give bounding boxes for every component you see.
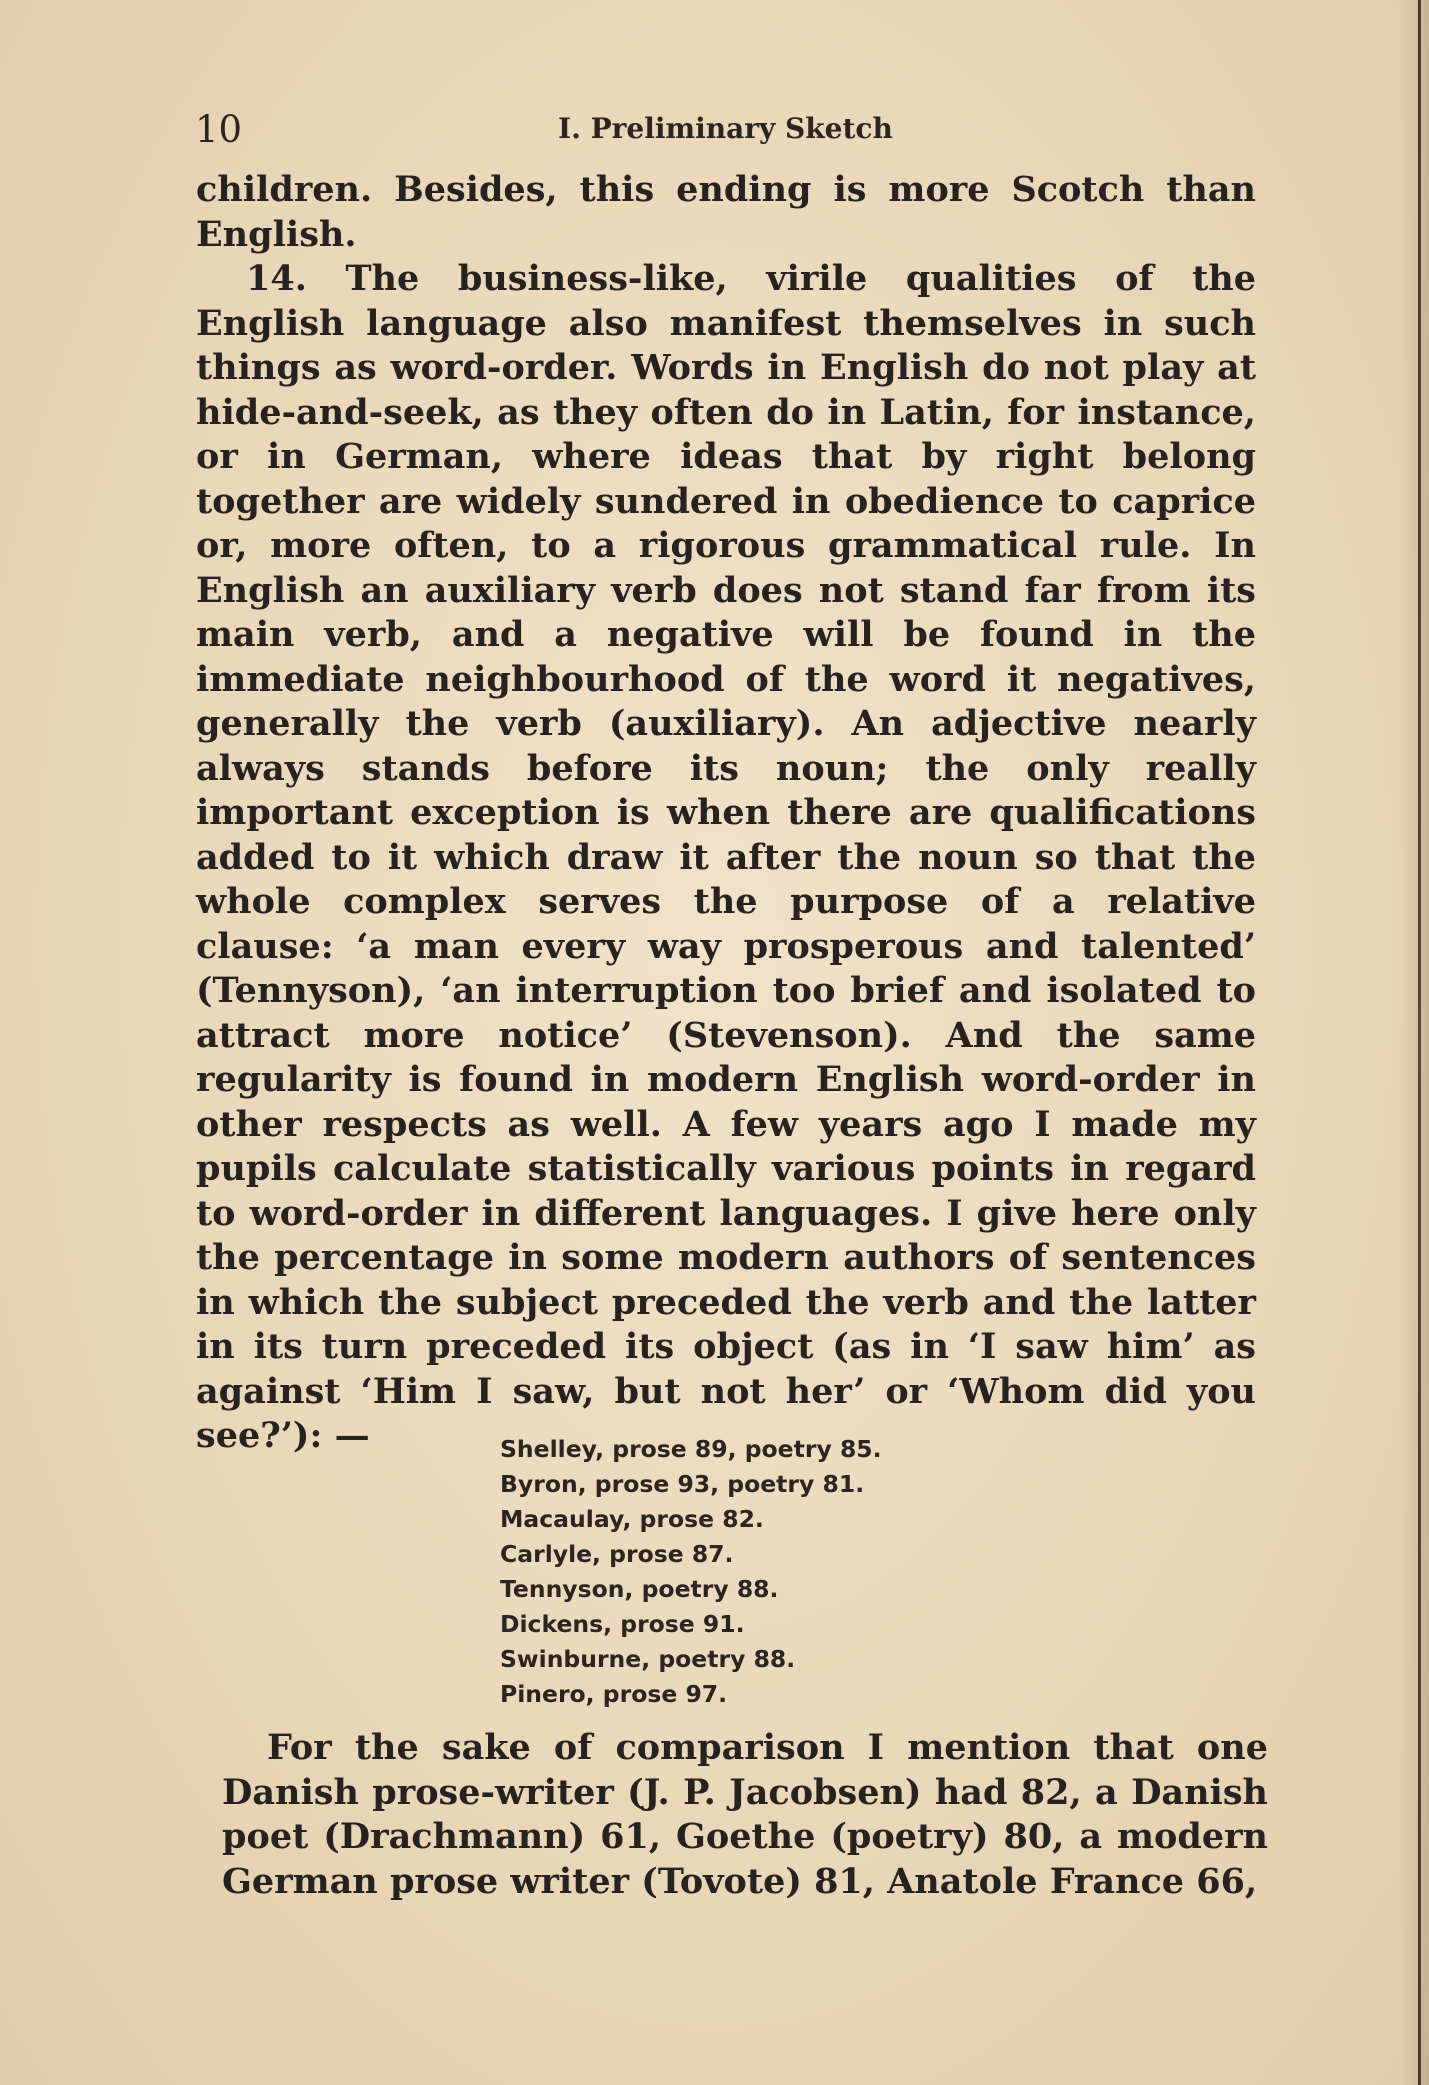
section-number: 14.: [246, 258, 307, 299]
running-title: I. Preliminary Sketch: [558, 112, 893, 145]
page-number: 10: [195, 108, 243, 151]
list-item: Shelley, prose 89, poetry 85.: [500, 1435, 882, 1463]
list-item: Tennyson, poetry 88.: [500, 1575, 779, 1603]
author-statistics-list: [500, 1432, 1100, 1712]
list-item: Macaulay, prose 82.: [500, 1505, 764, 1533]
section-14-text: The business-like, virile qualities of the English language also manifest themselves in such things as word-order. Words in English do not play at hide-and-seek, as they often do in Latin, for instance, or in German, where ideas that by right belong together are widely sundered in obedience to caprice or, more often, to a rigorous grammatical rule. In English an auxiliary verb does not stand far from its main verb, and a negative will be found in the immediate neighbourhood of the word it negatives, generally the verb (auxiliary). An adjective nearly always stands before its noun; the only really important exception is when there are qualifications added to it which draw it after the noun so that the whole complex serves the purpose of a relative clause: ‘a man every way prosperous and talented’ (Tennyson), ‘an interruption too brief and isolated to attract more notice’ (Stevenson). And the same regularity is found in modern English word-order in other respects as well. A few years ago I made my pupils calculate statistically various points in regard to word-order in different languages. I give here only the percentage in some modern authors of sentences in which the subject preceded the verb and the latter in its turn preceded its object (as in ‘I saw him’ as against ‘Him I saw, but not her’ or ‘Whom did you see?’): —: [196, 258, 1256, 1456]
list-item: Pinero, prose 97.: [500, 1680, 728, 1708]
paragraph-continuation: children. Besides, this ending is more Scotch than English.: [196, 169, 1256, 255]
paragraph-section-14: [196, 257, 1256, 1459]
page-edge-line: [1418, 0, 1421, 2085]
running-header: [195, 108, 1265, 158]
body-text: [196, 168, 1256, 1459]
list-item: Byron, prose 93, poetry 81.: [500, 1470, 865, 1498]
list-item: Carlyle, prose 87.: [500, 1540, 734, 1568]
list-item: Dickens, prose 91.: [500, 1610, 745, 1638]
page-edge-shadow: [1399, 0, 1429, 2085]
closing-paragraph: For the sake of comparison I mention that one Danish prose-writer (J. P. Jacobsen) had 82, a Danish poet (Drachmann) 61, Goethe (poetry) 80, a modern German prose writer (Tovote) 81, Anatole France 66,: [222, 1727, 1268, 1902]
list-item: Swinburne, poetry 88.: [500, 1645, 796, 1673]
